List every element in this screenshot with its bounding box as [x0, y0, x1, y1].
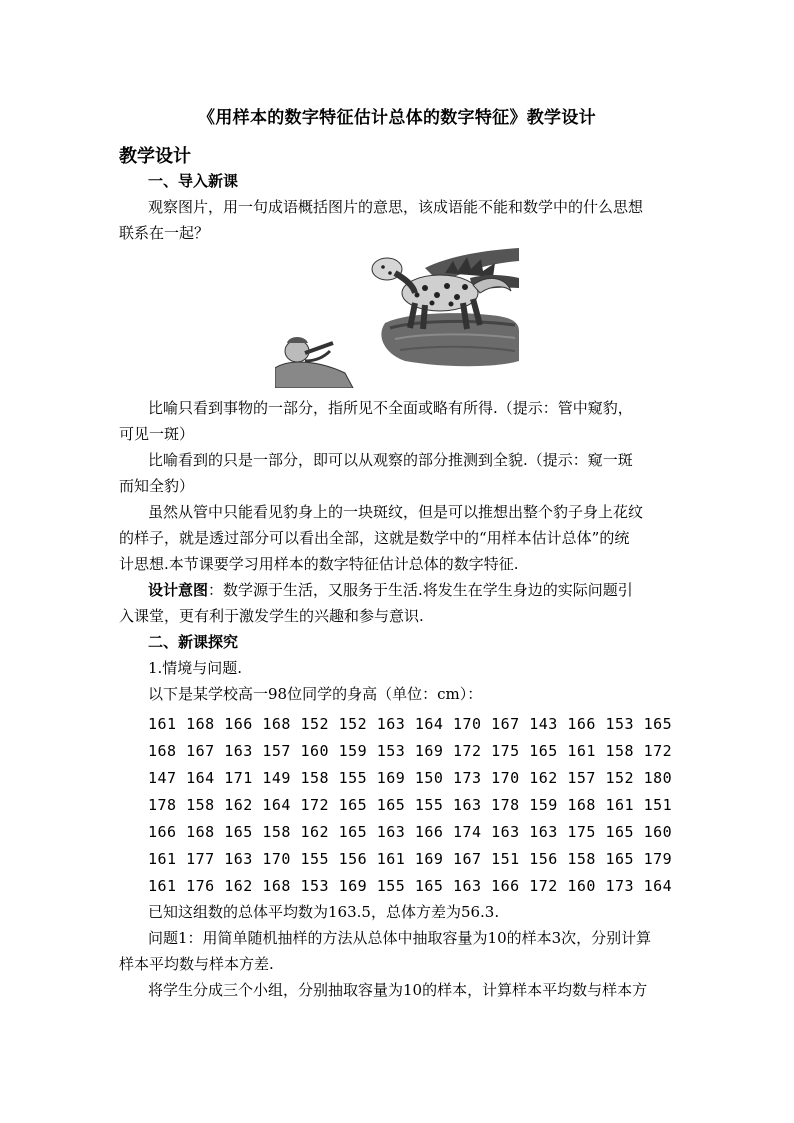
data-row: 161 176 162 168 153 169 155 165 163 166 172 160 173 164	[148, 877, 673, 895]
data-row: 147 164 171 149 158 155 169 150 173 170 162 157 152 180	[148, 769, 673, 787]
paragraph-line: 观察图片，用一句成语概括图片的意思，该成语能不能和数学中的什么思想	[148, 198, 644, 216]
design-intent-line	[148, 577, 708, 603]
paragraph-line: 联系在一起？	[119, 224, 210, 242]
data-row: 161 168 166 168 152 152 163 164 170 167 143 166 153 165	[148, 715, 673, 733]
paragraph-line: 而知全豹）	[119, 477, 195, 495]
leopard-illustration	[275, 243, 519, 388]
design-intent-text: ：数学源于生活，又服务于生活.将发生在学生身边的实际问题引	[208, 581, 633, 599]
data-row: 166 168 165 158 162 165 163 166 174 163 163 175 165 160	[148, 823, 673, 841]
paragraph-line: 的样子，就是透过部分可以看出全部，这就是数学中的“用样本估计总体”的统	[119, 529, 630, 547]
paragraph-line: 入课堂，更有利于激发学生的兴趣和参与意识.	[119, 607, 424, 625]
data-row: 168 167 163 157 160 159 153 169 172 175 165 161 158 172	[148, 742, 673, 760]
data-intro: 以下是某学校高一98位同学的身高（单位：cm）：	[148, 685, 483, 703]
item-heading: 1.情境与问题.	[148, 659, 243, 677]
paragraph-line: 已知这组数的总体平均数为163.5，总体方差为56.3.	[148, 903, 500, 921]
paragraph-line: 虽然从管中只能看见豹身上的一块斑纹，但是可以推想出整个豹子身上花纹	[148, 503, 644, 521]
section-heading: 教学设计	[119, 146, 191, 167]
paragraph-line: 计思想.本节课要学习用样本的数字特征估计总体的数字特征.	[119, 555, 519, 573]
section2-heading: 二、新课探究	[148, 633, 239, 651]
paragraph-line: 问题1：用简单随机抽样的方法从总体中抽取容量为10的样本3次，分别计算	[148, 929, 652, 947]
paragraph-line: 样本平均数与样本方差.	[119, 955, 274, 973]
page-title: 《用样本的数字特征估计总体的数字特征》教学设计	[198, 108, 596, 128]
leopard-on-rock-icon	[275, 243, 519, 388]
paragraph-line: 可见一斑）	[119, 425, 195, 443]
data-row: 161 177 163 170 155 156 161 169 167 151 156 158 165 179	[148, 850, 673, 868]
paragraph-line: 将学生分成三个小组，分别抽取容量为10的样本，计算样本平均数与样本方	[148, 981, 648, 999]
paragraph-line: 比喻只看到事物的一部分，指所见不全面或略有所得.（提示：管中窥豹，	[148, 399, 633, 417]
design-intent-label: 设计意图	[148, 581, 209, 599]
paragraph-line: 比喻看到的只是一部分，即可以从观察的部分推测到全貌.（提示：窥一斑	[148, 451, 633, 469]
section1-heading: 一、导入新课	[148, 172, 239, 190]
data-row: 178 158 162 164 172 165 165 155 163 178 159 168 161 151	[148, 796, 673, 814]
